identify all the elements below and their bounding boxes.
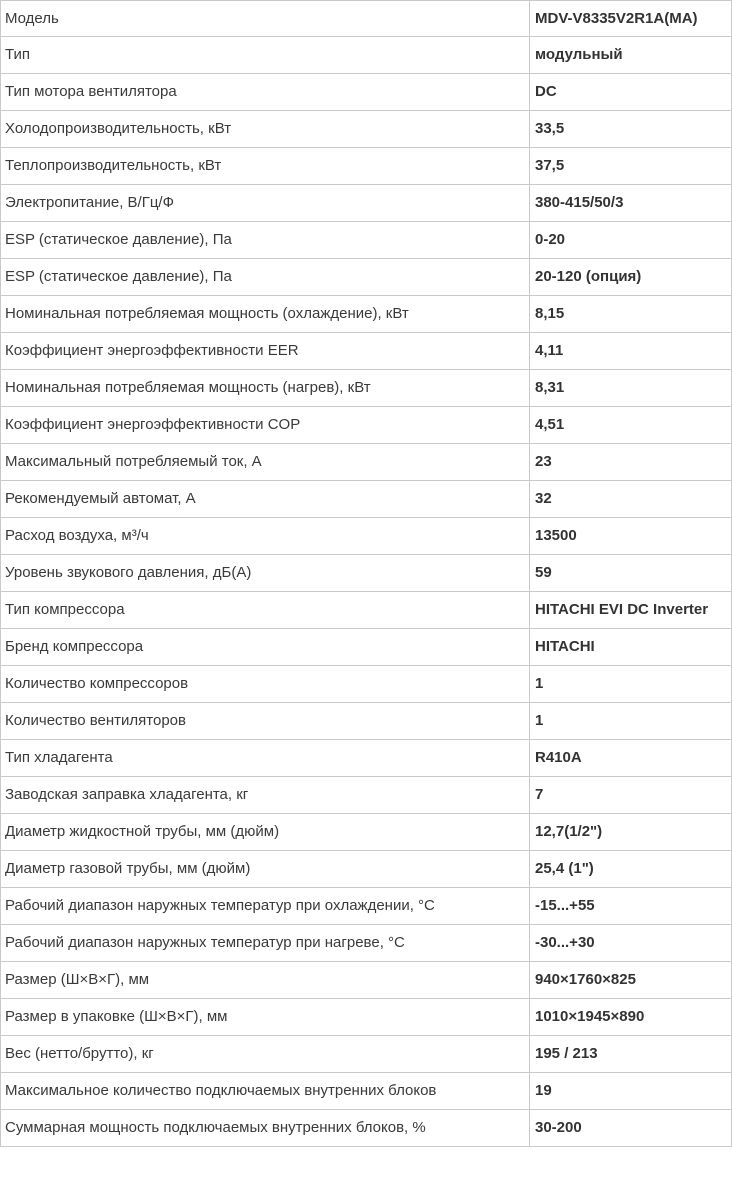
spec-label: Модель: [1, 1, 530, 37]
spec-value: DC: [530, 74, 732, 111]
table-row: [1, 999, 732, 1036]
table-row: [1, 1110, 732, 1147]
spec-value: -30...+30: [530, 925, 732, 962]
spec-label: ESP (статическое давление), Па: [1, 222, 530, 259]
spec-value: 13500: [530, 518, 732, 555]
spec-value: 25,4 (1"): [530, 851, 732, 888]
table-row: [1, 888, 732, 925]
table-row: [1, 962, 732, 999]
spec-label: Электропитание, В/Гц/Ф: [1, 185, 530, 222]
spec-label: Размер в упаковке (Ш×В×Г), мм: [1, 999, 530, 1036]
spec-value: 23: [530, 444, 732, 481]
table-row: [1, 444, 732, 481]
spec-value: 12,7(1/2"): [530, 814, 732, 851]
spec-value: 8,31: [530, 370, 732, 407]
table-row: [1, 37, 732, 74]
spec-label: Расход воздуха, м³/ч: [1, 518, 530, 555]
spec-value: 30-200: [530, 1110, 732, 1147]
spec-label: Коэффициент энергоэффективности EER: [1, 333, 530, 370]
table-row: [1, 1036, 732, 1073]
spec-label: Тип хладагента: [1, 740, 530, 777]
table-row: [1, 518, 732, 555]
spec-value: 4,51: [530, 407, 732, 444]
spec-label: Рабочий диапазон наружных температур при охлаждении, °С: [1, 888, 530, 925]
spec-label: Бренд компрессора: [1, 629, 530, 666]
spec-value: HITACHI EVI DC Inverter: [530, 592, 732, 629]
spec-value: MDV-V8335V2R1A(MA): [530, 1, 732, 37]
spec-label: Тип мотора вентилятора: [1, 74, 530, 111]
spec-label: Номинальная потребляемая мощность (охлаждение), кВт: [1, 296, 530, 333]
spec-value: 1010×1945×890: [530, 999, 732, 1036]
spec-label: Заводская заправка хладагента, кг: [1, 777, 530, 814]
spec-value: -15...+55: [530, 888, 732, 925]
spec-label: Суммарная мощность подключаемых внутренних блоков, %: [1, 1110, 530, 1147]
spec-value: R410A: [530, 740, 732, 777]
spec-value: 380-415/50/3: [530, 185, 732, 222]
spec-label: Тип компрессора: [1, 592, 530, 629]
table-row: [1, 481, 732, 518]
spec-label: Количество компрессоров: [1, 666, 530, 703]
spec-value: 33,5: [530, 111, 732, 148]
table-row: [1, 814, 732, 851]
table-row: [1, 703, 732, 740]
spec-value: 4,11: [530, 333, 732, 370]
spec-value: 7: [530, 777, 732, 814]
spec-value: 20-120 (опция): [530, 259, 732, 296]
spec-value: HITACHI: [530, 629, 732, 666]
spec-label: Вес (нетто/брутто), кг: [1, 1036, 530, 1073]
table-row: [1, 629, 732, 666]
table-row: [1, 74, 732, 111]
spec-label: Количество вентиляторов: [1, 703, 530, 740]
spec-label: Уровень звукового давления, дБ(А): [1, 555, 530, 592]
spec-label: Теплопроизводительность, кВт: [1, 148, 530, 185]
spec-label: Коэффициент энергоэффективности COP: [1, 407, 530, 444]
table-row: [1, 666, 732, 703]
spec-label: Рабочий диапазон наружных температур при нагреве, °С: [1, 925, 530, 962]
table-row: [1, 222, 732, 259]
spec-value: 940×1760×825: [530, 962, 732, 999]
table-row: [1, 1073, 732, 1110]
spec-label: Рекомендуемый автомат, А: [1, 481, 530, 518]
table-row: [1, 111, 732, 148]
spec-label: Максимальное количество подключаемых внутренних блоков: [1, 1073, 530, 1110]
spec-value: 195 / 213: [530, 1036, 732, 1073]
table-row: [1, 370, 732, 407]
spec-value: 0-20: [530, 222, 732, 259]
spec-label: Номинальная потребляемая мощность (нагрев), кВт: [1, 370, 530, 407]
table-row: [1, 740, 732, 777]
table-row: [1, 185, 732, 222]
table-row: [1, 555, 732, 592]
table-row: [1, 148, 732, 185]
spec-value: модульный: [530, 37, 732, 74]
table-row: [1, 851, 732, 888]
spec-value: 37,5: [530, 148, 732, 185]
spec-label: Холодопроизводительность, кВт: [1, 111, 530, 148]
spec-value: 1: [530, 703, 732, 740]
spec-label: Диаметр жидкостной трубы, мм (дюйм): [1, 814, 530, 851]
spec-label: Диаметр газовой трубы, мм (дюйм): [1, 851, 530, 888]
spec-label: Максимальный потребляемый ток, А: [1, 444, 530, 481]
table-row: [1, 333, 732, 370]
spec-value: 32: [530, 481, 732, 518]
spec-label: ESP (статическое давление), Па: [1, 259, 530, 296]
table-row: [1, 1, 732, 37]
table-row: [1, 259, 732, 296]
table-row: [1, 925, 732, 962]
table-row: [1, 592, 732, 629]
spec-value: 59: [530, 555, 732, 592]
spec-value: 8,15: [530, 296, 732, 333]
spec-value: 1: [530, 666, 732, 703]
table-row: [1, 407, 732, 444]
spec-label: Тип: [1, 37, 530, 74]
spec-label: Размер (Ш×В×Г), мм: [1, 962, 530, 999]
table-row: [1, 296, 732, 333]
table-row: [1, 777, 732, 814]
spec-table-body: [1, 1, 732, 1147]
spec-value: 19: [530, 1073, 732, 1110]
